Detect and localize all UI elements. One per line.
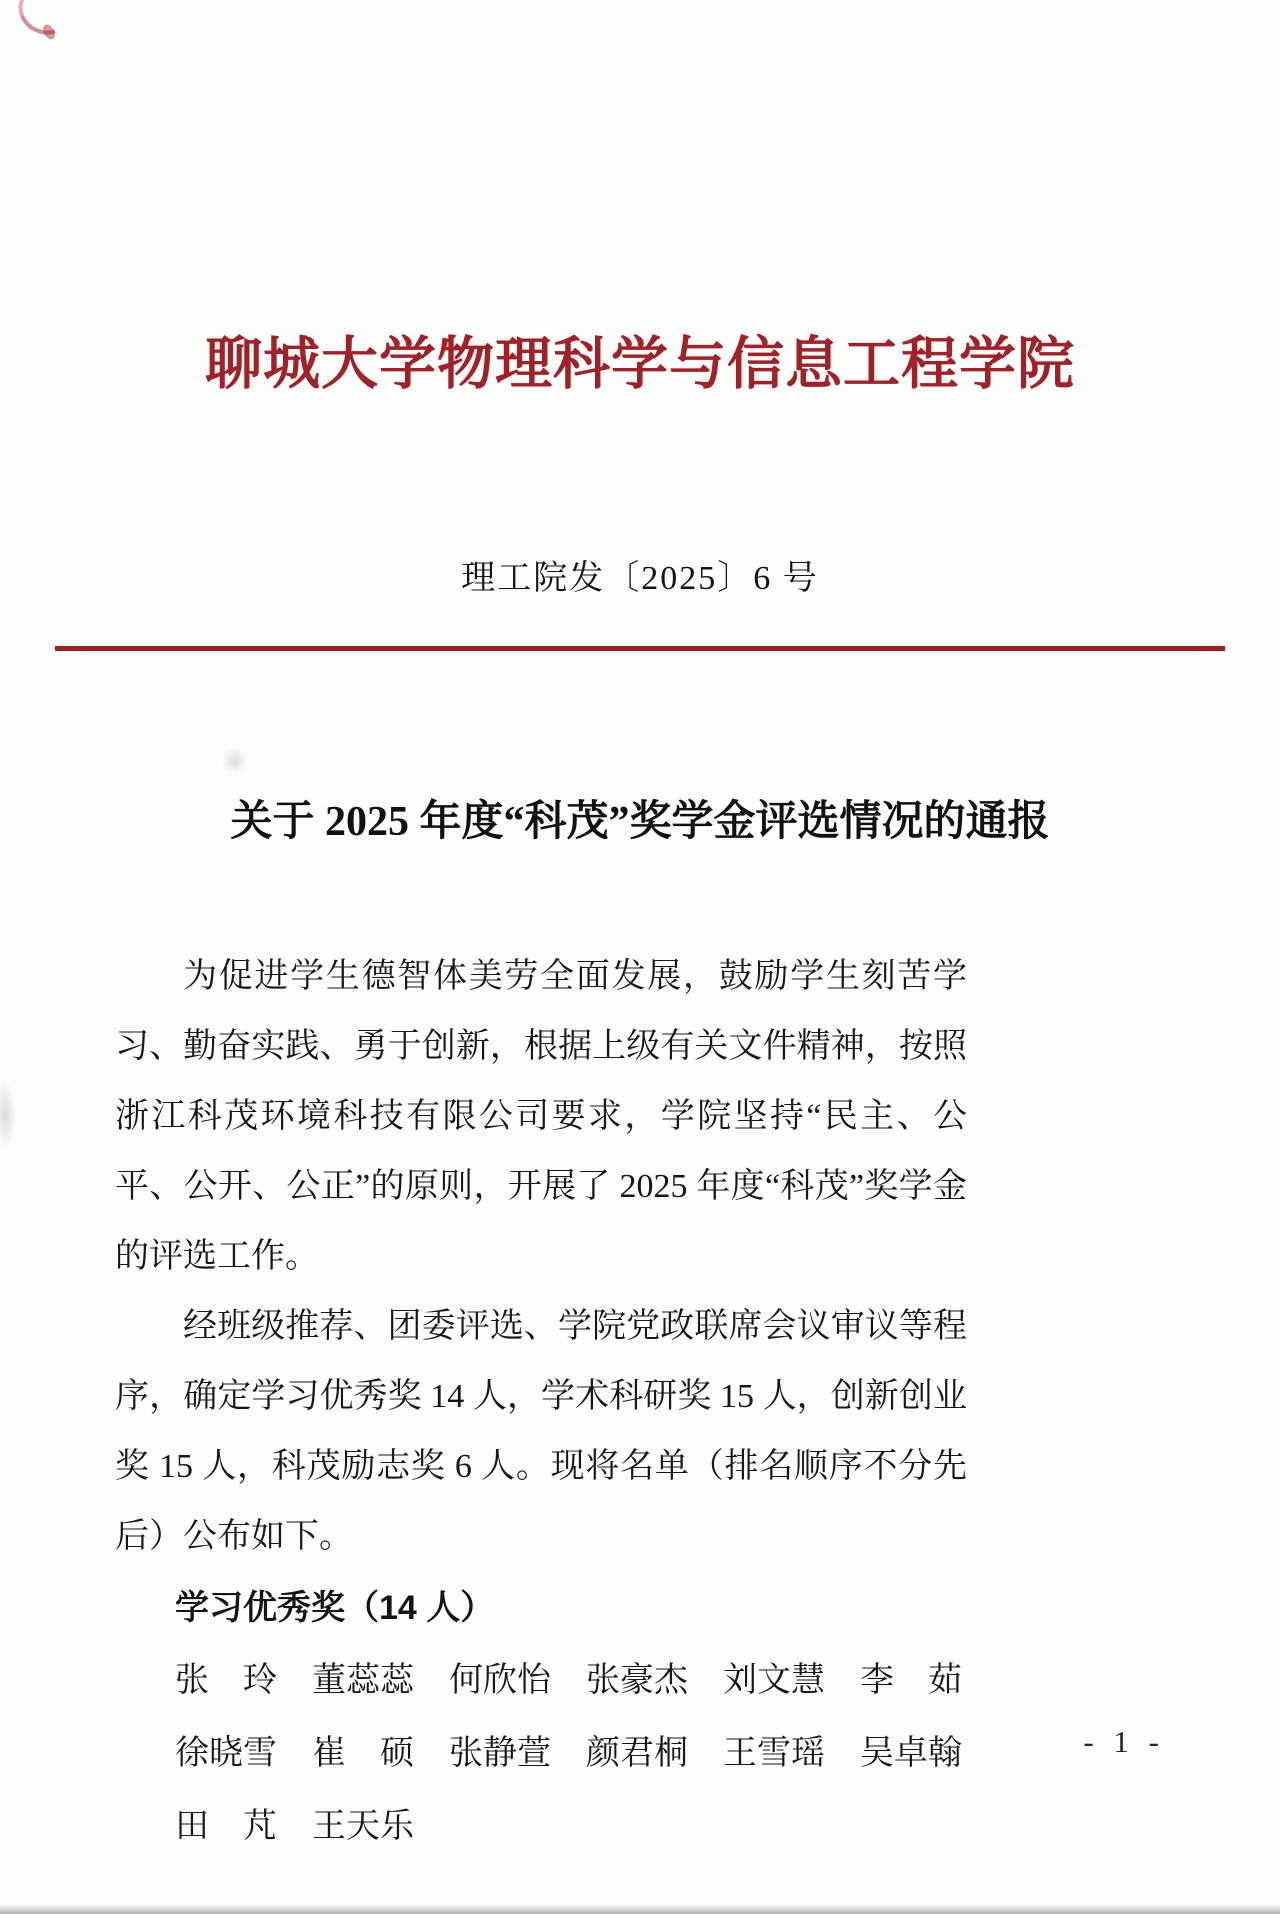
award-name-row (115, 1717, 967, 1790)
notice-body (115, 942, 967, 1863)
awardee-name: 张 玲 (175, 1662, 277, 1699)
scan-artifact-smudge (222, 748, 248, 774)
body-paragraph-1: 为促进学生德智体美劳全面发展，鼓励学生刻苦学习、勤奋实践、勇于创新，根据上级有关文件精神，按照浙江科茂环境科技有限公司要求，学院坚持“民主、公平、公开、公正”的原则，开展了 2025 年度“科茂”奖学金的评选工作。 (115, 958, 967, 1275)
page-number: - 1 - (1083, 1724, 1165, 1759)
awardee-name: 崔 硕 (312, 1735, 414, 1772)
award-name-row (115, 1644, 967, 1717)
body-paragraph-2: 经班级推荐、团委评选、学院党政联席会议审议等程序，确定学习优秀奖 14 人，学术科研奖 15 人，创新创业奖 15 人，科茂励志奖 6 人。现将名单（排名顺序不分先后）公布如下。 (115, 1308, 967, 1555)
awardee-name: 王天乐 (312, 1808, 414, 1845)
scan-edge-shadow (0, 1904, 1280, 1914)
notice-title: 关于 2025 年度“科茂”奖学金评选情况的通报 (230, 799, 1050, 845)
awardee-name: 何欣怡 (449, 1662, 551, 1699)
awardee-name: 张静萱 (449, 1735, 551, 1772)
university-letterhead-title: 聊城大学物理科学与信息工程学院 (205, 333, 1075, 396)
awardee-name: 李 茹 (860, 1662, 962, 1699)
awardee-name: 刘文慧 (723, 1662, 825, 1699)
scan-artifact-smudge (0, 1080, 16, 1150)
scan-artifact-red-mark (10, 0, 79, 43)
awardee-name: 张豪杰 (586, 1662, 688, 1699)
awardee-name: 田 芃 (175, 1808, 277, 1845)
awardee-name: 徐晓雪 (175, 1735, 277, 1772)
awardee-name: 董蕊蕊 (312, 1662, 414, 1699)
document-number: 理工院发〔2025〕6 号 (461, 560, 819, 597)
awardee-name: 吴卓翰 (860, 1735, 962, 1772)
awardee-name: 颜君桐 (586, 1735, 688, 1772)
awardee-name: 王雪瑶 (723, 1735, 825, 1772)
award-name-row (115, 1790, 967, 1863)
award-section-heading: 学习优秀奖（14 人） (175, 1589, 495, 1627)
red-divider-line (55, 646, 1225, 651)
